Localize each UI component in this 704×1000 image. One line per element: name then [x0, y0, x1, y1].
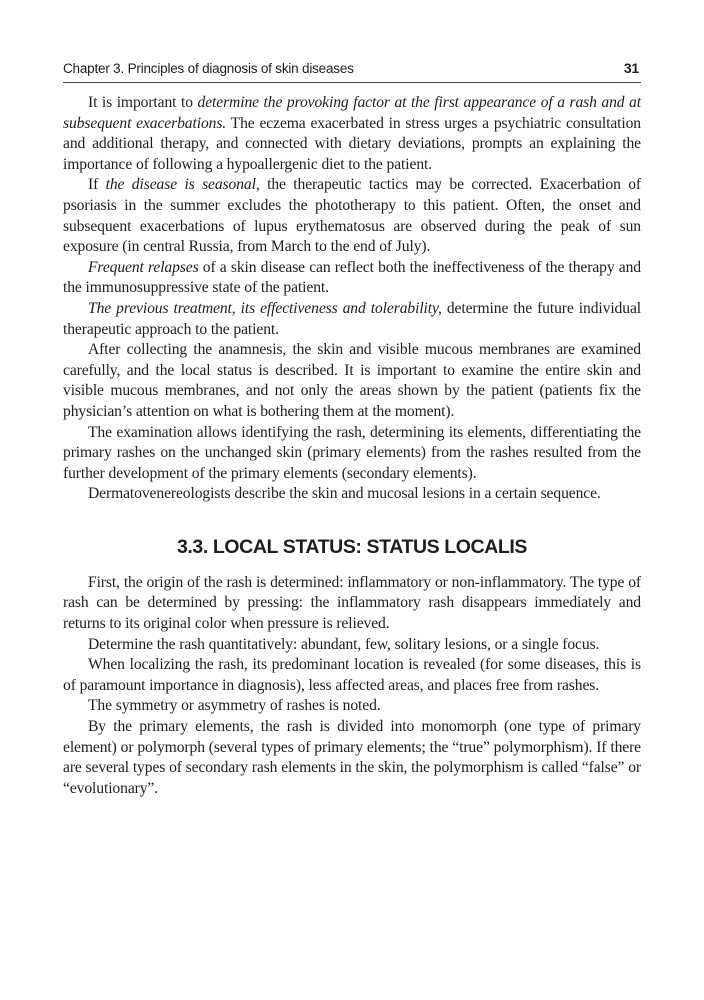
text-run: the therapeutic tactics may be corrected. Exacerbation of psoriasis in the summer excludes the phototherapy to this patient. Often, the onset and subsequent exacerbations of lupus erythematosus are observed during the peak of sun exposure (in central Russia, from March to the end of July).	[63, 176, 641, 256]
page-number: 31	[623, 60, 639, 76]
body-text	[63, 93, 641, 799]
emphasis-text: determine the provoking factor at the first appearance of a rash and at subsequent exacerbations.	[63, 94, 641, 132]
chapter-title: Chapter 3. Principles of diagnosis of skin diseases	[63, 61, 354, 76]
text-run: determine the future individual therapeutic approach to the patient.	[63, 299, 641, 338]
paragraph-symmetry: The symmetry or asymmetry of rashes is noted.	[88, 697, 381, 715]
text-run: It is important to	[88, 94, 198, 111]
paragraph-previous-treatment	[63, 299, 641, 340]
running-header	[63, 58, 641, 83]
paragraph-primary-elements: By the primary elements, the rash is divided into monomorph (one type of primary element) or polymorph (several types of primary elements; the “true” polymorphism). If there are several types of secondary rash elements in the skin, the polymorphism is called “false” or “evolutionary”.	[63, 718, 641, 797]
emphasis-text: Frequent relapses	[88, 258, 199, 276]
paragraph-sequence: Dermatovenereologists describe the skin and mucosal lesions in a certain sequence.	[88, 485, 601, 503]
text-run: If	[88, 176, 106, 194]
emphasis-text: the disease is seasonal,	[105, 176, 260, 194]
paragraph-seasonal	[63, 175, 641, 257]
paragraph-origin: First, the origin of the rash is determined: inflammatory or non-inflammatory. The type of rash can be determined by pressing: the inflammatory rash disappears immediately and returns to its original color when pressure is relieved.	[63, 573, 641, 633]
section-heading: 3.3. LOCAL STATUS: STATUS LOCALIS	[176, 535, 528, 558]
paragraph-quantity: Determine the rash quantitatively: abundant, few, solitary lesions, or a single focus.	[88, 635, 600, 653]
paragraph-frequent-relapses	[63, 258, 641, 299]
paragraph-provoking-factor	[63, 93, 641, 175]
text-run: of a skin disease can reflect both the ineffectiveness of the therapy and the immunosuppressive state of the patient.	[63, 258, 641, 297]
text-run: The eczema exacerbated in stress urges a psychiatric consultation and additional therapy, and connected with dietary deviations, prompts an explaining the importance of following a hypoallergenic diet to the patient.	[63, 114, 641, 173]
paragraph-examination: The examination allows identifying the rash, determining its elements, differentiating the primary rashes on the unchanged skin (primary elements) from the rashes resulted from the further development of the primary elements (secondary elements).	[63, 423, 641, 482]
emphasis-text: The previous treatment, its effectiveness and tolerability,	[88, 299, 442, 317]
paragraph-localization: When localizing the rash, its predominant location is revealed (for some diseases, this is of paramount importance in diagnosis), less affected areas, and places free from rashes.	[63, 656, 641, 694]
paragraph-anamnesis: After collecting the anamnesis, the skin and visible mucous membranes are examined carefully, and the local status is described. It is important to examine the entire skin and visible mucous membranes, and not only the areas shown by the patient (patients fix the physician’s attention on what is bothering them at the moment).	[63, 341, 641, 420]
